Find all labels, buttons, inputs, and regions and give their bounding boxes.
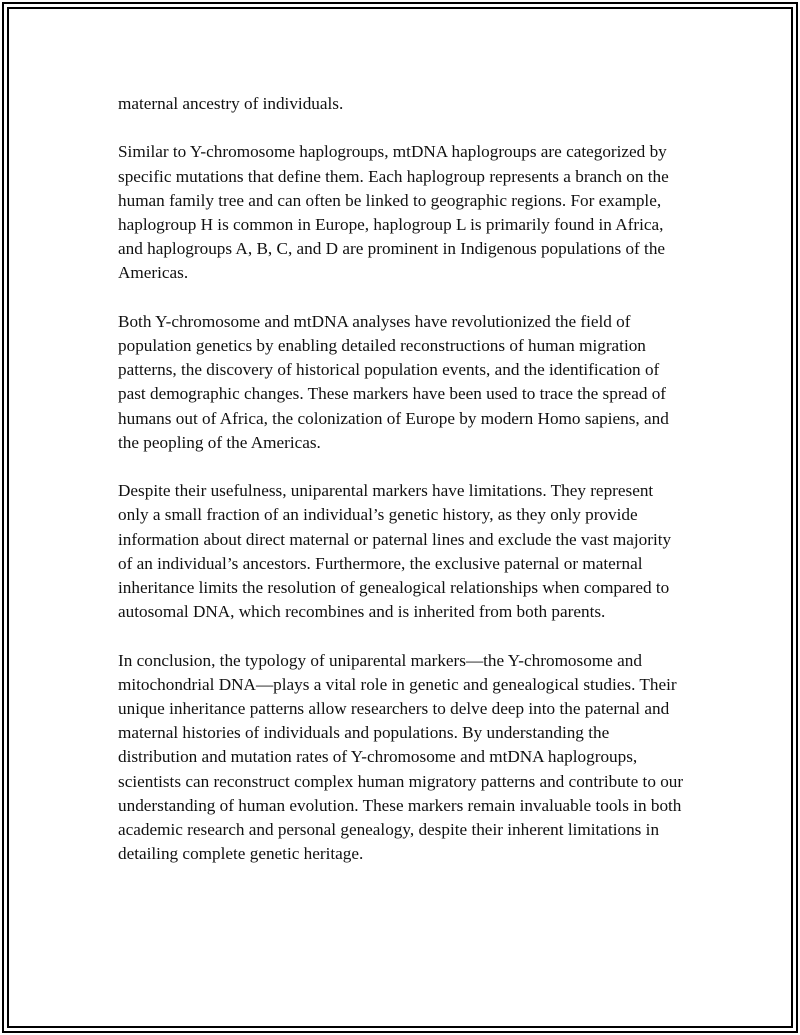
- paragraph-population-genetics: Both Y-chromosome and mtDNA analyses have revolutionized the field of population genetics by enabling detailed reconstructions of human migration patterns, the discovery of historical population events, and the identification of past demographic changes. These markers have been used to trace the spread of humans out of Africa, the colonization of Europe by modern Homo sapiens, and the peopling of the Americas.: [118, 311, 669, 452]
- paragraph-mtdna-haplogroups: Similar to Y-chromosome haplogroups, mtDNA haplogroups are categorized by specific mutations that define them. Each haplogroup represents a branch on the human family tree and can often be linked to geographic regions. For example, haplogroup H is common in Europe, haplogroup L is primarily found in Africa, and haplogroups A, B, C, and D are prominent in Indigenous populations of the Americas.: [118, 142, 669, 283]
- paragraph-conclusion: In conclusion, the typology of uniparental markers—the Y-chromosome and mitochondrial DNA—plays a vital role in genetic and genealogical studies. Their unique inheritance patterns allow researchers to delve deep into the paternal and maternal histories of individuals and populations. By understanding the distribution and mutation rates of Y-chromosome and mtDNA haplogroups, scientists can reconstruct complex human migratory patterns and contribute to our understanding of human evolution. These markers remain invaluable tools in both academic research and personal genealogy, despite their inherent limitations in detailing complete genetic heritage.: [118, 650, 684, 864]
- paragraph-continuation: maternal ancestry of individuals.: [118, 94, 344, 113]
- paragraph-limitations: Despite their usefulness, uniparental markers have limitations. They represent only a small fraction of an individual’s genetic history, as they only provide information about direct maternal or paternal lines and exclude the vast majority of an individual’s ancestors. Furthermore, the exclusive paternal or maternal inheritance limits the resolution of genealogical relationships when compared to autosomal DNA, which recombines and is inherited from both parents.: [118, 481, 672, 622]
- document-body: [118, 92, 688, 891]
